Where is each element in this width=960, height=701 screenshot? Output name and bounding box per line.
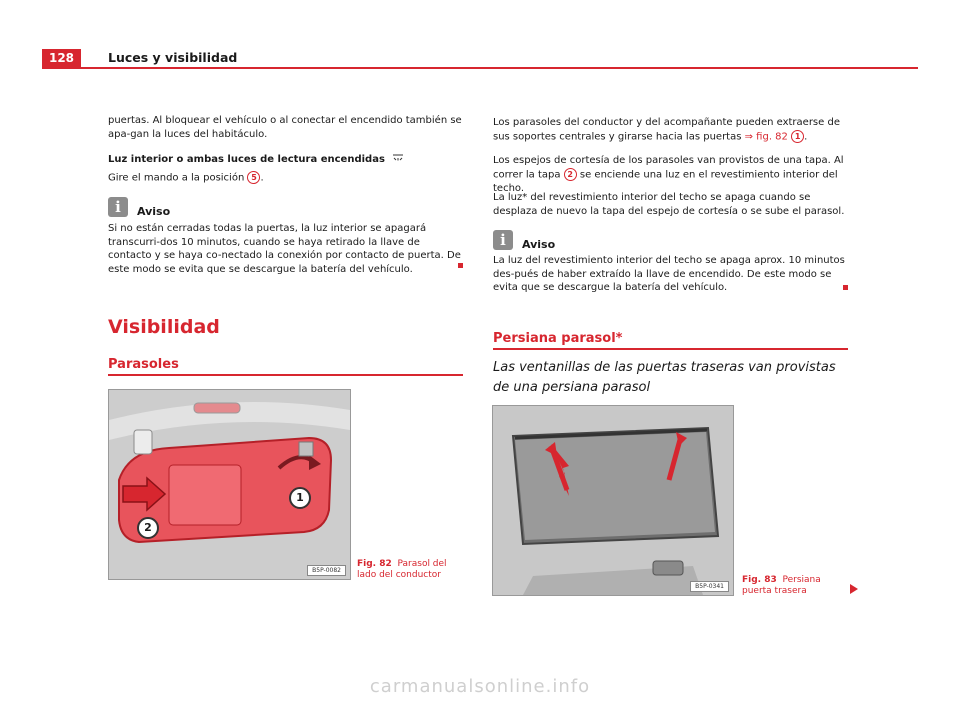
right-para-2-text-a: Los espejos de cortesía de los parasoles van provistos de una tapa. Al correr la tapa bbox=[493, 155, 844, 180]
figure-83-caption bbox=[742, 575, 847, 597]
figure-82-caption-label: Fig. 82 bbox=[357, 559, 392, 569]
figure-82-marker-1: 1 bbox=[289, 487, 311, 509]
right-aviso-text: La luz del revestimiento interior del techo se apaga aprox. 10 minutos des-pués de haber extraído la llave de encendido. De este modo se evita que se descargue la batería del vehículo. bbox=[493, 255, 845, 293]
info-icon: i bbox=[108, 197, 128, 217]
right-para-1: Los parasoles del conductor y del acompañante pueden extraerse de sus soportes centrales y girarse hacia las puertas ⇒ fig. 82 1 . bbox=[493, 117, 840, 142]
figure-82-caption-text: Parasol del lado del conductor bbox=[357, 559, 447, 580]
sunvisor-illustration bbox=[109, 390, 350, 579]
watermark: carmanualsonline.info bbox=[369, 676, 591, 697]
figure-83-code: B5P-0341 bbox=[690, 581, 729, 592]
figure-83-rear-blind bbox=[492, 405, 734, 596]
right-para-3: La luz* del revestimiento interior del techo se apaga cuando se desplaza de nuevo la tapa del espejo de cortesía o se sube el parasol. bbox=[493, 192, 845, 217]
left-aviso-text: Si no están cerradas todas la puertas, la luz interior se apagará transcurri-dos 10 minutos, cuando se haya retirado la llave de contacto y se haya co-nectado la conexión por contacto de puerta. De este modo se evita que se descargue la batería del vehículo. bbox=[108, 223, 461, 275]
end-marker bbox=[843, 285, 848, 290]
header-rule bbox=[42, 67, 918, 69]
right-intro: Las ventanillas de las puertas traseras van provistas de una persiana parasol bbox=[493, 360, 836, 395]
subsection-title: Parasoles bbox=[108, 357, 179, 372]
fig-82-reference-link[interactable]: ⇒ fig. 82 bbox=[744, 131, 788, 142]
figure-82-sunvisor bbox=[108, 389, 351, 580]
left-step: Gire el mando a la posición 5 . bbox=[108, 172, 264, 184]
right-para-2 bbox=[493, 154, 848, 195]
figure-83-caption-text: Persiana puerta trasera bbox=[742, 575, 821, 596]
reading-light-icon bbox=[392, 152, 404, 166]
left-para-1: puertas. Al bloquear el vehículo o al conectar el encendido también se apa-gan la luces del habitáculo. bbox=[108, 115, 462, 140]
subsection-rule bbox=[108, 374, 463, 376]
right-para-1-text: Los parasoles del conductor y del acompañante pueden extraerse de sus soportes centrales y girarse hacia las puertas bbox=[493, 117, 840, 142]
left-subhead-text: Luz interior o ambas luces de lectura encendidas bbox=[108, 153, 385, 165]
info-icon: i bbox=[493, 230, 513, 250]
continue-arrow-icon bbox=[850, 584, 858, 594]
page-number: 128 bbox=[42, 49, 81, 67]
right-para-2-text-b: se enciende una luz en el revestimiento interior del techo. bbox=[493, 169, 838, 194]
right-subsection-title: Persiana parasol* bbox=[493, 331, 623, 346]
right-aviso-label: Aviso bbox=[522, 238, 556, 251]
left-step-text: Gire el mando a la posición bbox=[108, 172, 245, 184]
end-marker bbox=[458, 263, 463, 268]
figure-82-code: B5P-0082 bbox=[307, 565, 346, 576]
left-aviso-label: Aviso bbox=[137, 205, 171, 218]
chapter-title: Luces y visibilidad bbox=[108, 50, 238, 65]
marker-2-ref: 2 bbox=[564, 168, 577, 181]
figure-83-caption-label: Fig. 83 bbox=[742, 575, 777, 585]
figure-82-caption bbox=[357, 559, 462, 581]
right-subsection-rule bbox=[493, 348, 848, 350]
section-title: Visibilidad bbox=[108, 316, 220, 338]
left-subhead bbox=[108, 152, 463, 166]
position-5-marker: 5 bbox=[247, 171, 260, 184]
marker-1-ref: 1 bbox=[791, 130, 804, 143]
rear-blind-illustration bbox=[493, 406, 733, 595]
figure-82-marker-2: 2 bbox=[137, 517, 159, 539]
